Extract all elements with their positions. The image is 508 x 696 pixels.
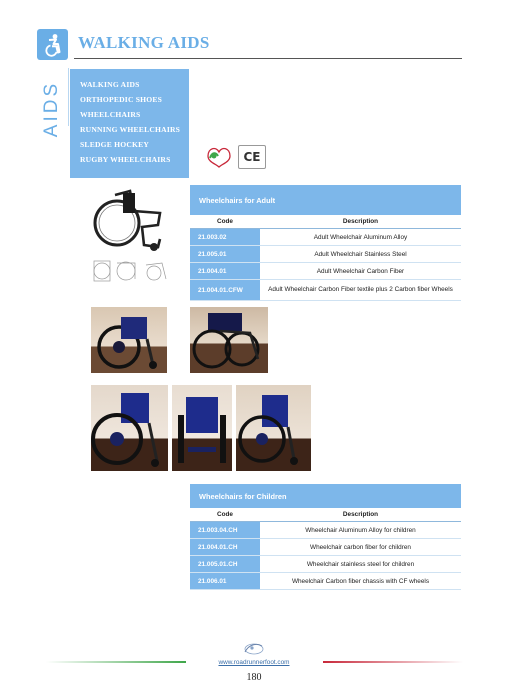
menu-item-walking-aids[interactable]: WALKING AIDS [80,80,140,89]
adult-wheelchair-table [190,185,461,301]
category-menu [70,69,189,178]
table-row [190,539,461,556]
accessibility-logo [37,29,68,60]
footer-website-link[interactable]: www.roadrunnerfoot.com [218,659,290,666]
accessibility-icon [41,33,65,57]
product-description: Wheelchair Carbon fiber chassis with CF wheels [260,573,461,590]
wheelchair-photo-4 [172,385,232,471]
product-code: 21.005.01 [190,246,260,263]
product-code: 21.003.04.CH [190,522,260,539]
table-row [190,573,461,590]
table-row [190,229,461,246]
footer-logo-icon [240,640,266,656]
side-label: AIDS [41,80,62,138]
menu-item-running-wheelchairs[interactable]: RUNNING WHEELCHAIRS [80,125,181,135]
page-number: 180 [246,672,262,683]
table-row [190,263,461,280]
product-description: Adult Wheelchair Stainless Steel [260,246,461,263]
product-description: Adult Wheelchair Carbon Fiber textile plus 2 Carbon fiber Wheels [260,280,461,301]
product-code: 21.005.01.CH [190,556,260,573]
footer-divider-right [323,661,463,663]
adult-table-title: Wheelchairs for Adult [190,185,461,215]
column-header-description: Description [260,215,461,229]
product-code: 21.004.01.CH [190,539,260,556]
product-description: Adult Wheelchair Carbon Fiber [260,263,461,280]
wheelchair-photo-2 [190,307,268,373]
wheelchair-photo-1 [91,307,167,373]
side-divider [68,68,69,126]
table-row [190,246,461,263]
product-code: 21.004.01 [190,263,260,280]
children-table-title: Wheelchairs for Children [190,484,461,508]
footer-divider-left [46,661,186,663]
column-header-code: Code [190,215,260,229]
table-row [190,556,461,573]
menu-item-rugby-wheelchairs[interactable]: RUGBY WHEELCHAIRS [80,155,171,165]
table-row [190,280,461,301]
menu-item-wheelchairs[interactable]: WHEELCHAIRS [80,110,141,120]
product-description: Wheelchair carbon fiber for children [260,539,461,556]
product-description: Wheelchair stainless steel for children [260,556,461,573]
ce-mark: CE [238,145,266,169]
menu-item-orthopedic-shoes[interactable]: ORTHOPEDIC SHOES [80,95,163,105]
page-title: WALKING AIDS [78,33,210,52]
product-code: 21.003.02 [190,229,260,246]
menu-item-sledge-hockey[interactable]: SLEDGE HOCKEY [80,140,150,150]
wheelchair-photo-5 [236,385,311,471]
wheelchair-photo-3 [91,385,168,471]
product-code: 21.004.01.CFW [190,280,260,301]
table-row [190,522,461,539]
product-code: 21.006.01 [190,573,260,590]
adult-wheelchair-image [90,185,176,287]
quality-certification-mark [204,144,234,168]
header-divider [74,58,462,59]
column-header-code: Code [190,508,260,522]
children-wheelchair-table [190,484,461,590]
product-description: Adult Wheelchair Aluminum Alloy [260,229,461,246]
product-description: Wheelchair Aluminum Alloy for children [260,522,461,539]
column-header-description: Description [260,508,461,522]
